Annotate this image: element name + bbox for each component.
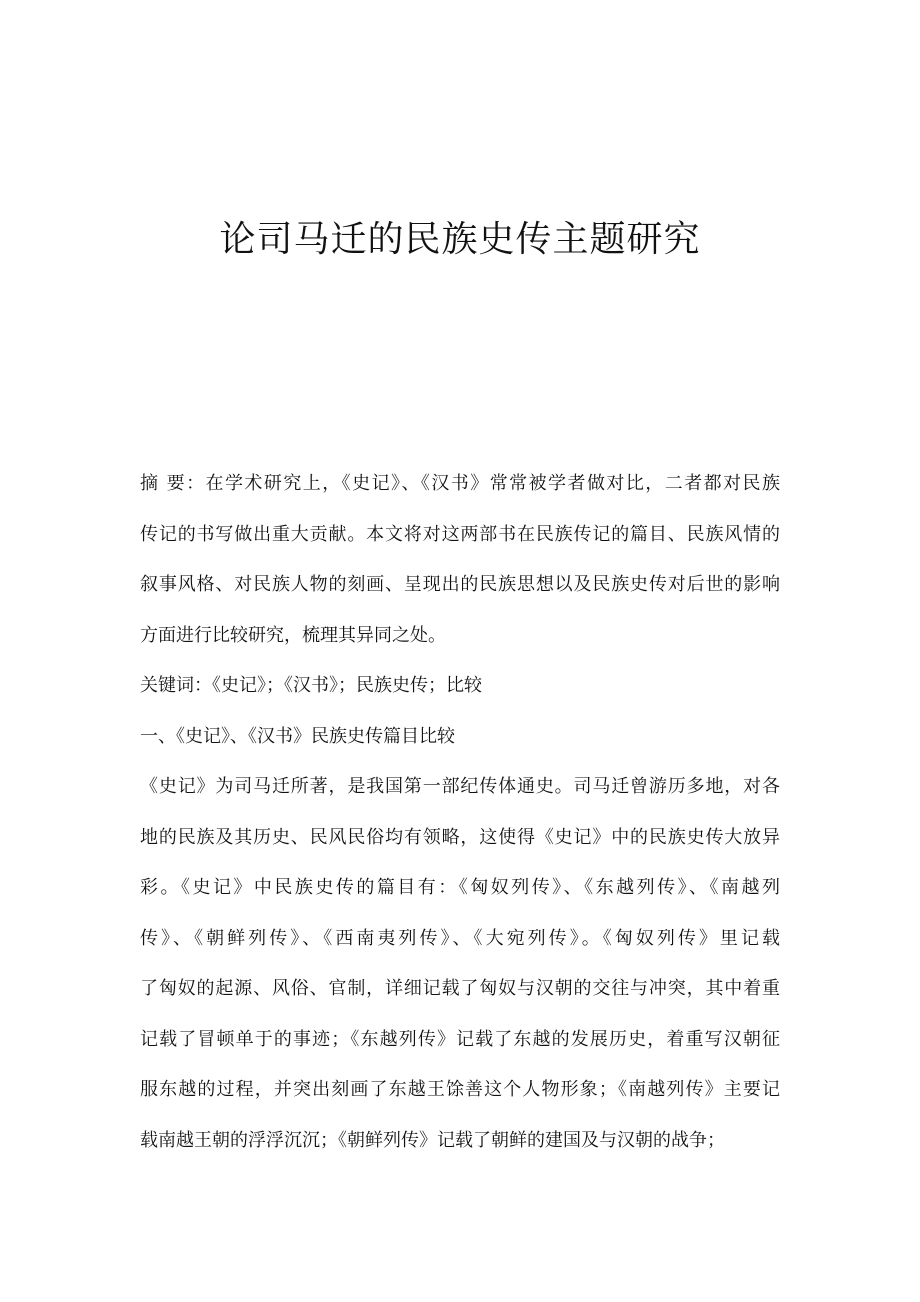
keywords: 关键词：《史记》；《汉书》；民族史传；比较: [140, 675, 482, 696]
document-body: [140, 466, 780, 1173]
paragraph-line: 地的民族及其历史、民风民俗均有领略，这使得《史记》中的民族史传大放异: [140, 826, 780, 848]
abstract-line: 叙事风格、对民族人物的刻画、呈现出的民族思想以及民族史传对后世的影响: [140, 574, 780, 595]
paragraph-line: 记载了冒顿单于的事迹；《东越列传》记载了东越的发展历史，着重写汉朝征: [140, 1028, 780, 1050]
paragraph-line: 传》、《朝鲜列传》、《西南夷列传》、《大宛列传》。《匈奴列传》里记载: [140, 927, 780, 949]
section-heading: 一、《史记》、《汉书》民族史传篇目比较: [140, 725, 455, 747]
abstract: [140, 466, 780, 668]
document-title: 论司马迁的民族史传主题研究: [219, 219, 701, 260]
paragraph-line: 彩。《史记》中民族史传的篇目有：《匈奴列传》、《东越列传》、《南越列: [140, 877, 780, 898]
abstract-line: 摘 要：在学术研究上，《史记》、《汉书》常常被学者做对比，二者都对民族: [140, 473, 780, 494]
paragraph: [140, 769, 780, 1173]
paragraph-line: 了匈奴的起源、风俗、官制，详细记载了匈奴与汉朝的交往与冲突，其中着重: [140, 978, 780, 999]
abstract-line: 传记的书写做出重大贡献。本文将对这两部书在民族传记的篇目、民族风情的: [140, 523, 780, 545]
paragraph-line: 载南越王朝的浮浮沉沉；《朝鲜列传》记载了朝鲜的建国及与汉朝的战争；: [140, 1129, 725, 1151]
abstract-line: 方面进行比较研究，梳理其异同之处。: [140, 624, 446, 646]
paragraph-line: 服东越的过程，并突出刻画了东越王馀善这个人物形象；《南越列传》主要记: [140, 1079, 780, 1100]
paragraph-line: 《史记》为司马迁所著，是我国第一部纪传体通史。司马迁曾游历多地，对各: [140, 776, 780, 797]
